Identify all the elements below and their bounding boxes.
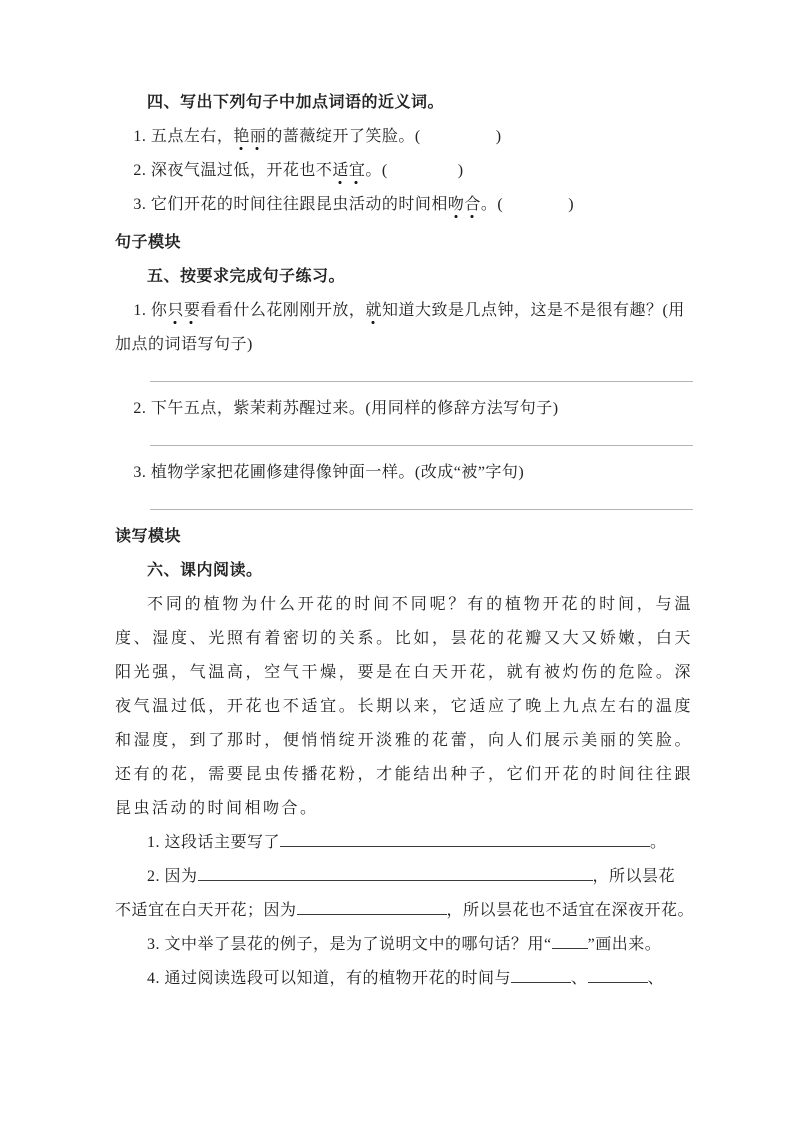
reading-passage: 不同的植物为什么开花的时间不同呢？有的植物开花的时间，与温度、湿度、光照有着密切的关系。比如，昙花的花瓣又大又娇嫩，白天阳光强，气温高，空气干燥，要是在白天开花，就有被灼伤的危险。深夜气温过低，开花也不适宜。长期以来，它适应了晚上九点左右的温度和湿度，到了那时，便悄悄绽开淡雅的花蕾，向人们展示美丽的笑脸。还有的花，需要昆虫传播花粉，才能结出种子，它们开花的时间往往跟昆虫活动的时间相吻合。	[115, 596, 693, 817]
text-run: 1. 五点左右，	[133, 128, 234, 145]
section5-item-2	[115, 392, 693, 426]
paren-blank-space	[503, 193, 568, 209]
answer-line	[150, 362, 693, 382]
fill-in-blank	[297, 898, 447, 915]
answer-line	[150, 426, 693, 446]
fill-in-blank	[511, 966, 571, 983]
section5-heading: 五、按要求完成句子练习。	[147, 268, 346, 285]
text-run: 。	[650, 834, 667, 851]
text-run: 的蔷薇绽开了笑脸。(	[266, 128, 421, 145]
emphasized-word: 吻合	[448, 196, 481, 220]
section-synonyms	[115, 86, 693, 222]
section5-item-1-line-1	[115, 294, 693, 328]
text-run: 1. 这段话主要写了	[147, 834, 281, 851]
reading-module-label: 读写模块	[115, 528, 182, 545]
text-run: 3. 文中举了昙花的例子，是为了说明文中的哪句话？用“	[147, 936, 552, 953]
section6-question-2-line-2	[115, 894, 693, 928]
text-run: 4. 通过阅读选段可以知道，有的植物开花的时间与	[147, 970, 512, 987]
section-sentence-exercises	[115, 260, 693, 510]
text-run: 2. 因为	[147, 868, 198, 885]
section6-heading: 六、课内阅读。	[147, 562, 263, 579]
section6-question-3	[115, 928, 693, 962]
section5-item-3	[115, 456, 693, 490]
emphasized-word: 艳丽	[233, 128, 266, 152]
section5-item-1-line-2	[115, 328, 693, 362]
emphasized-word: 只要	[167, 302, 200, 326]
section6-question-2-line-1	[115, 860, 693, 894]
text-run: 、	[647, 970, 665, 987]
sentence-module-label: 句子模块	[115, 234, 182, 251]
text-run: 加点的词语写句子)	[115, 336, 253, 353]
section-reading	[115, 554, 693, 996]
text-run: ，所以昙花	[592, 868, 676, 885]
text-run: 3. 植物学家把花圃修建得像钟面一样。(改成“被”字句)	[133, 464, 525, 481]
paren-blank-space	[388, 159, 458, 175]
text-run: )	[457, 162, 464, 179]
section4-item-2	[115, 154, 693, 188]
section4-item-3	[115, 188, 693, 222]
section4-item-1	[115, 120, 693, 154]
text-run: 知道大致是几点钟，这是不是很有趣？(用	[381, 302, 685, 319]
fill-in-blank	[198, 864, 593, 881]
fill-in-blank	[552, 932, 588, 949]
section6-question-4	[115, 962, 693, 996]
text-run: 1. 你	[133, 302, 168, 319]
answer-line	[150, 490, 693, 510]
section4-heading: 四、写出下列句子中加点词语的近义词。	[147, 94, 445, 111]
text-run: 看看什么花刚刚开放，	[200, 302, 366, 319]
text-run: 。(	[480, 196, 504, 213]
text-run: 3. 它们开花的时间往往跟昆虫活动的时间相	[133, 196, 448, 213]
emphasized-word: 适宜	[332, 162, 365, 186]
paren-blank-space	[421, 125, 496, 141]
text-run: 2. 下午五点，紫茉莉苏醒过来。(用同样的修辞方法写句子)	[133, 400, 559, 417]
emphasized-word: 就	[365, 302, 382, 326]
fill-in-blank	[280, 830, 650, 847]
text-run: ，所以昙花也不适宜在深夜开花。	[446, 902, 695, 919]
text-run: 。(	[365, 162, 388, 179]
text-run: 2. 深夜气温过低，开花也不	[133, 162, 333, 179]
fill-in-blank	[588, 966, 648, 983]
text-run: ”画出来。	[587, 936, 662, 953]
section6-question-1	[115, 826, 693, 860]
text-run: 不适宜在白天开花；因为	[115, 902, 297, 919]
text-run: 、	[571, 970, 588, 987]
text-run: )	[495, 128, 502, 145]
text-run: )	[568, 196, 575, 213]
